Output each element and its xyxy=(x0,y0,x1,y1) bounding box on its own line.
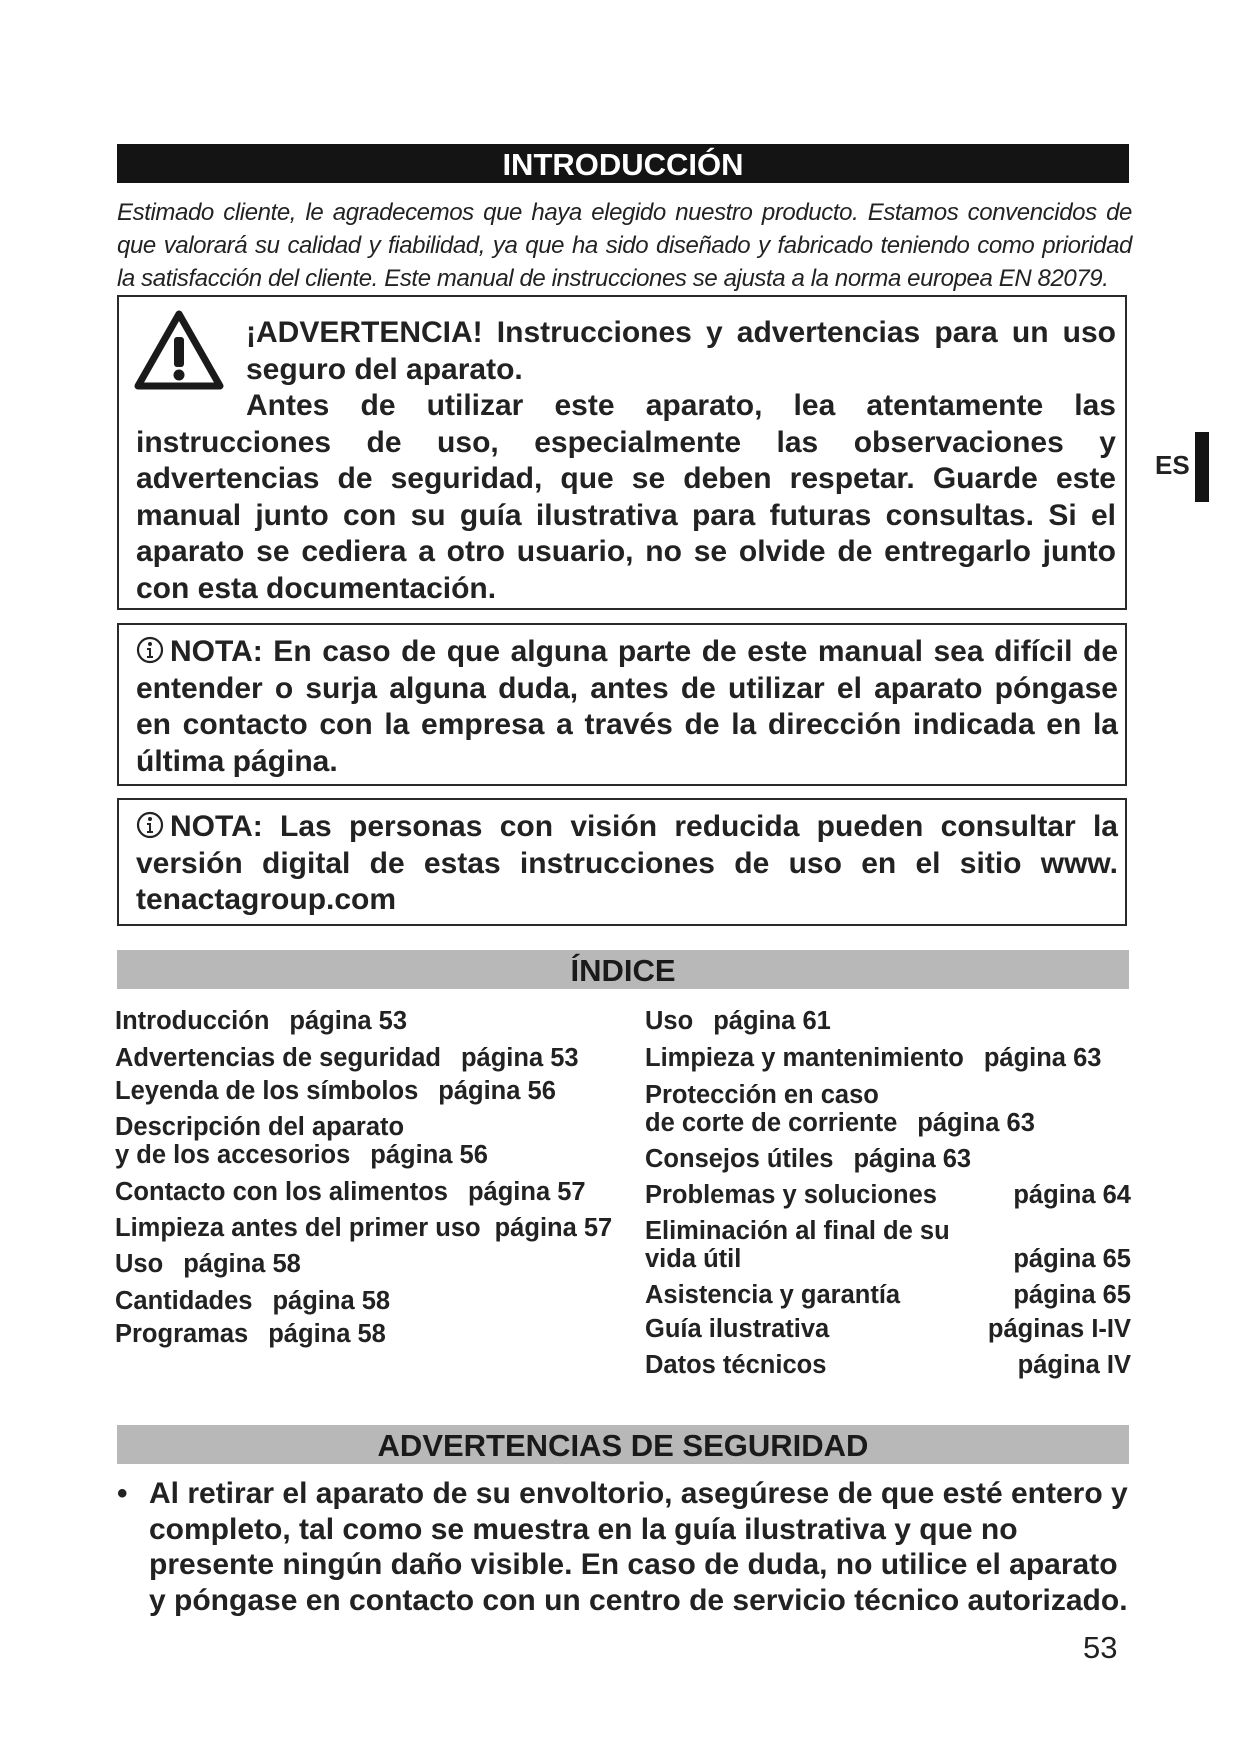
intro-paragraph: Estimado cliente, le agradecemos que haya elegido nuestro producto. Estamos convencidos de que valorará su calidad y fiabilidad, ya que ha sido diseñado y fabricado teniendo como prioridad la satisfacción del cliente. Este manual de instrucciones se ajusta a la norma europea EN 82079. xyxy=(117,199,1132,292)
index-entry: Descripción del aparato xyxy=(115,1113,405,1141)
index-entry: y de los accesorios página 56 xyxy=(115,1141,488,1169)
section-title-introduccion: INTRODUCCIÓN xyxy=(117,144,1129,183)
index-entry: Asistencia y garantía página 65 xyxy=(645,1281,1131,1309)
note-box-2 xyxy=(117,798,1127,926)
warning-text: Antes de utilizar este aparato, lea atentamente las instrucciones de uso, especialmente las observaciones y advertencias de seguridad, que se deben respetar. Guarde este manual junto con su guía ilustrativa para futuras consultas. Si el aparato se cediera a otro usuario, no se olvide de entregarlo junto con esta documentación. xyxy=(136,389,1116,605)
bullet: • xyxy=(117,1477,128,1510)
section-title-advertencias: ADVERTENCIAS DE SEGURIDAD xyxy=(117,1425,1129,1464)
index-entry: Limpieza antes del primer uso página 57 xyxy=(115,1214,613,1242)
info-circle-icon xyxy=(136,811,164,839)
index-entry: Cantidades página 58 xyxy=(115,1287,391,1315)
page-number: 53 xyxy=(1083,1630,1118,1665)
index-entry: Guía ilustrativa páginas I-IV xyxy=(645,1315,1131,1343)
index-entry: Introducción página 53 xyxy=(115,1007,408,1035)
index-entry: Datos técnicos página IV xyxy=(645,1351,1131,1379)
index-entry: vida útil página 65 xyxy=(645,1245,1131,1273)
language-tab-marker xyxy=(1195,432,1209,502)
info-circle-icon xyxy=(136,636,164,664)
warning-box xyxy=(117,295,1127,610)
index-entry: Limpieza y mantenimiento página 63 xyxy=(645,1044,1102,1072)
index-entry: Consejos útiles página 63 xyxy=(645,1145,972,1173)
safety-item xyxy=(117,1476,1137,1618)
note-2 xyxy=(136,809,1118,919)
note-1-text: NOTA: En caso de que alguna parte de este manual sea difícil de entender o surja alguna duda, antes de utilizar el aparato póngase en contacto con la empresa a través de la dirección indicada en la última página. xyxy=(136,635,1118,778)
index-entry: Eliminación al final de su xyxy=(645,1217,950,1245)
index-entry: Problemas y soluciones página 64 xyxy=(645,1181,1131,1209)
index-entry: Uso página 61 xyxy=(645,1007,831,1035)
section-title-indice: ÍNDICE xyxy=(117,950,1129,989)
note-box-1 xyxy=(117,623,1127,786)
index-entry: Uso página 58 xyxy=(115,1250,301,1278)
note-2-text: NOTA: Las personas con visión reducida pueden consultar la versión digital de estas instrucciones de uso en el sitio www. tenactagroup.com xyxy=(136,810,1118,916)
index-entry: Leyenda de los símbolos página 56 xyxy=(115,1077,556,1105)
index-entry: de corte de corriente página 63 xyxy=(645,1109,1035,1137)
note-1 xyxy=(136,634,1118,780)
index-entry: Protección en caso xyxy=(645,1081,879,1109)
warning-content xyxy=(136,315,1116,607)
index-entry: Contacto con los alimentos página 57 xyxy=(115,1178,586,1206)
warning-heading: ¡ADVERTENCIA! Instrucciones y advertencias para un uso seguro del aparato. xyxy=(246,316,1116,386)
index-entry: Advertencias de seguridad página 53 xyxy=(115,1044,579,1072)
language-tab-label: ES xyxy=(1155,450,1190,480)
safety-item-text: Al retirar el aparato de su envoltorio, asegúrese de que esté entero y completo, tal como se muestra en la guía ilustrativa y que no presente ningún daño visible. En caso de duda, no utilice el aparato y póngase en contacto con un centro de servicio técnico autorizado. xyxy=(149,1477,1128,1617)
index-entry: Programas página 58 xyxy=(115,1320,386,1348)
